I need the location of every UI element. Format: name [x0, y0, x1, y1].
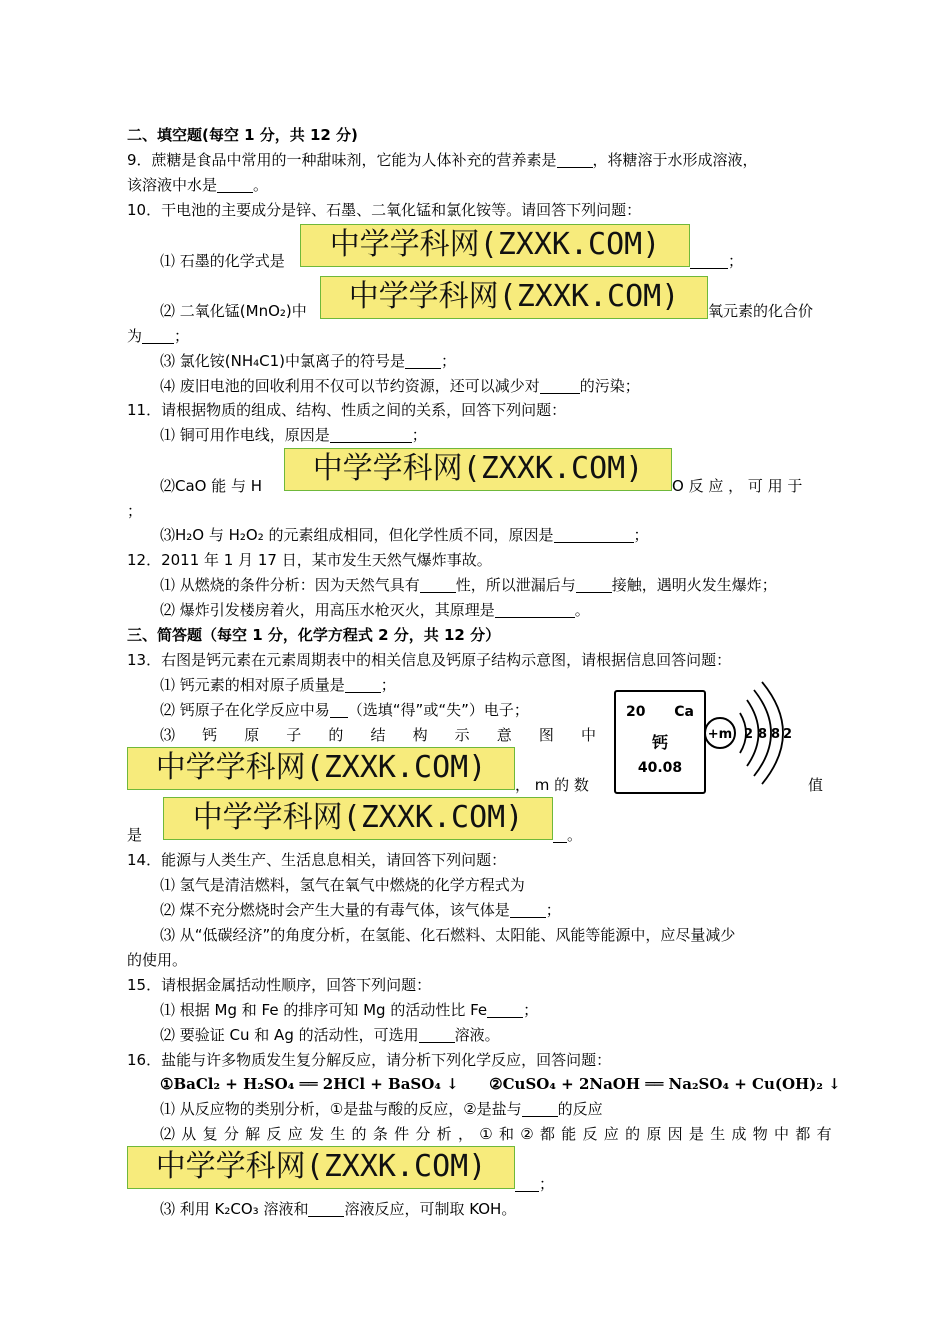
q9-text-c: 该溶液中水是: [127, 176, 218, 194]
shell-electrons-3: 8: [771, 727, 781, 742]
q15-blank-2: [419, 1026, 455, 1043]
q16-p2-char: 分: [415, 1125, 431, 1143]
q10-p1-text: ⑴ 石墨的化学式是: [160, 252, 285, 270]
q13-part1: [160, 674, 396, 696]
q13-p3-c6: 示: [454, 726, 470, 744]
q12-p2-text: ⑵ 爆炸引发楼房着火，用高压水枪灭火，其原理是: [160, 601, 495, 619]
q16-equations: [160, 1073, 841, 1095]
q16-p3-text: ⑶ 利用 K₂CO₃ 溶液和: [160, 1200, 309, 1218]
q11-part2-end: O 反 应 ， 可 用 于: [672, 477, 803, 495]
q15-p1-end: ；: [523, 1001, 539, 1019]
q16-p2-char: 条: [372, 1125, 388, 1143]
q16-p2-end-text: ；: [539, 1175, 555, 1193]
q15-p1-text: ⑴ 根据 Mg 和 Fe 的排序可知 Mg 的活动性比 Fe: [160, 1001, 488, 1019]
q10-p3-end: ；: [441, 352, 457, 370]
q10-p1-end-text: ；: [728, 252, 744, 270]
q12-p1-mid: 性，所以泄漏后与: [455, 576, 576, 594]
q10-p4-text: ⑷ 废旧电池的回收利用不仅可以节约资源，还可以减少对: [160, 377, 540, 395]
q13-p1-end: ；: [380, 676, 396, 694]
q9-text-a: 9．蔗糖是食品中常用的一种甜味剂，它能为人体补充的营养素是: [127, 151, 557, 169]
q15-blank-1: [487, 1001, 523, 1018]
q13-part3-value: 值: [808, 776, 824, 794]
q14-blank-1: [510, 901, 546, 918]
q16-p2-char: 的: [351, 1125, 367, 1143]
q16-p2-char: 因: [667, 1125, 683, 1143]
q9-text-b: ，将糖溶于水形成溶液，: [592, 151, 758, 169]
q10-p3-text: ⑶ 氯化铵(NH₄C1)中氯离子的符号是: [160, 352, 406, 370]
shell-electrons-4: 2: [783, 727, 793, 742]
q16-p2-char: ①: [479, 1125, 493, 1143]
q16-p2-char: 成: [731, 1125, 747, 1143]
q11-p1-text: ⑴ 铜可用作电线，原因是: [160, 426, 330, 444]
q13-part3-mid: ， m 的 数: [515, 776, 589, 794]
q10-part3: [160, 350, 456, 372]
q11-blank-1: [330, 426, 412, 443]
q10-part2: [160, 300, 307, 322]
q13-stem: 13．右图是钙元素在元素周期表中的相关信息及钙原子结构示意图，请根据信息回答问题：: [127, 651, 732, 669]
atomic-number: 20: [626, 704, 646, 720]
q13-p3-c3: 的: [328, 726, 344, 744]
q10-p4-end: 的污染；: [579, 377, 640, 395]
q12-part1: [160, 574, 777, 596]
q12-part2: [160, 599, 590, 621]
q11-part2-cont: ；: [127, 502, 143, 520]
q14-part2: [160, 899, 561, 921]
q13-p2-end: （选填“得”或“失”）电子；: [347, 701, 529, 719]
q14-part1: ⑴ 氢气是清洁燃料，氢气在氧气中燃烧的化学方程式为: [160, 876, 525, 894]
q11-p3-end: ；: [633, 526, 649, 544]
q13-p3-c0: 钙: [202, 726, 218, 744]
q12-p1-text: ⑴ 从燃烧的条件分析：因为天然气具有: [160, 576, 420, 594]
q10-blank-2: [142, 327, 174, 344]
q15-p2-text: ⑵ 要验证 Cu 和 Ag 的活动性，可选用: [160, 1026, 419, 1044]
q12-p2-end: 。: [574, 601, 590, 619]
q11-part2: ⑵CaO 能 与 H: [160, 477, 263, 495]
watermark-5: 中学学科网(ZXXK.COM): [163, 797, 553, 840]
q13-p3-c4: 结: [370, 726, 386, 744]
q13-part3-shi: 是: [127, 826, 143, 844]
shell-electrons-2: 8: [758, 727, 768, 742]
q13-p3-end-text: 。: [567, 826, 583, 844]
q13-p3-c2: 子: [286, 726, 302, 744]
q9-blank-1: [557, 151, 593, 168]
q10-part2-cont: [127, 325, 189, 347]
q14-part3: ⑶ 从“低碳经济”的角度分析，在氢能、化石燃料、太阳能、风能等能源中，应尽量减少: [160, 926, 736, 944]
q16-p2-char: 能: [561, 1125, 577, 1143]
q16-blank-1: [522, 1100, 558, 1117]
q11-part3: [160, 524, 649, 546]
atom-structure-diagram: [700, 680, 830, 790]
q9-line2: [127, 174, 268, 196]
q16-p1-end: 的反应: [557, 1100, 603, 1118]
q11-stem: 11．请根据物质的组成、结构、性质之间的关系，回答下列问题：: [127, 401, 567, 419]
q13-blank-2: [330, 701, 348, 718]
q16-blank-2: [515, 1175, 539, 1192]
q10-part2-end: 氧元素的化合价: [708, 302, 814, 320]
q16-p2-char: 分: [223, 1125, 239, 1143]
q16-p2-char: 从: [181, 1125, 197, 1143]
q11-p1-end: ；: [411, 426, 427, 444]
watermark-2: 中学学科网(ZXXK.COM): [320, 276, 708, 319]
q16-p2-char: 复: [202, 1125, 218, 1143]
q16-p2-char: 的: [625, 1125, 641, 1143]
q16-p2-char: 是: [688, 1125, 704, 1143]
q12-blank-1: [420, 576, 456, 593]
q16-equation-2: ②CuSO₄ + 2NaOH ══ Na₂SO₄ + Cu(OH)₂ ↓: [489, 1075, 841, 1093]
q16-p2-char: 反: [582, 1125, 598, 1143]
q10-p2-cont-end: ；: [174, 327, 190, 345]
element-name: 钙: [651, 733, 668, 752]
q15-stem: 15．请根据金属括动性顺序，回答下列问题：: [127, 976, 432, 994]
q13-blank-3: [553, 826, 567, 843]
watermark-1: 中学学科网(ZXXK.COM): [300, 224, 690, 267]
q16-p2-char: 析: [436, 1125, 452, 1143]
q13-p3-c8: 图: [538, 726, 554, 744]
q16-p2-char: 生: [710, 1125, 726, 1143]
q11-blank-2: [554, 526, 634, 543]
watermark-3: 中学学科网(ZXXK.COM): [284, 448, 672, 491]
q16-p2-char: 应: [603, 1125, 619, 1143]
watermark-6: 中学学科网(ZXXK.COM): [127, 1146, 515, 1189]
q13-p2-text: ⑵ 钙原子在化学反应中易: [160, 701, 330, 719]
element-symbol: Ca: [674, 704, 694, 720]
q10-blank-1: [690, 252, 728, 269]
q14-part3-cont: 的使用。: [127, 951, 188, 969]
section2-title: 二、填空题(每空 1 分，共 12 分): [127, 126, 358, 144]
atomic-mass: 40.08: [637, 760, 683, 776]
q13-part3-line1: [160, 724, 596, 746]
q10-part1: [160, 250, 285, 272]
q14-p2-end: ；: [545, 901, 561, 919]
q16-p2-char: 件: [394, 1125, 410, 1143]
q10-p2-cont-text: 为: [127, 327, 143, 345]
q16-p2-char: 生: [330, 1125, 346, 1143]
q16-stem: 16．盐能与许多物质发生复分解反应，请分析下列化学反应，回答问题：: [127, 1051, 612, 1069]
q10-part4: [160, 375, 640, 397]
q13-p3-num: ⑶: [160, 726, 176, 744]
q16-part2-end: [515, 1173, 554, 1195]
q16-p3-end: 溶液反应，可制取 KOH。: [344, 1200, 517, 1218]
q16-p2-char: 都: [795, 1125, 811, 1143]
q16-part2-line1: [160, 1123, 832, 1145]
q16-p2-char: 中: [774, 1125, 790, 1143]
nucleus-label: +m: [707, 727, 733, 742]
q16-equation-1: ①BaCl₂ + H₂SO₄ ══ 2HCl + BaSO₄ ↓: [160, 1075, 459, 1093]
watermark-4: 中学学科网(ZXXK.COM): [127, 747, 515, 790]
q16-p2-char: 和: [498, 1125, 514, 1143]
q16-p2-char: 有: [816, 1125, 832, 1143]
q10-stem: 10．干电池的主要成分是锌、石墨、二氧化锰和氯化铵等。请回答下列问题：: [127, 201, 642, 219]
q15-part2: [160, 1024, 500, 1046]
q16-part1: [160, 1098, 603, 1120]
q16-p2-char: 原: [646, 1125, 662, 1143]
q13-part3-end: [553, 824, 582, 846]
q16-p2-char: ②: [520, 1125, 534, 1143]
q16-p2-char: 都: [539, 1125, 555, 1143]
q10-p2-text: ⑵ 二氧化锰(MnO₂)中: [160, 302, 307, 320]
q16-p2-char: 反: [266, 1125, 282, 1143]
q13-p3-c9: 中: [580, 726, 596, 744]
q12-blank-3: [495, 601, 575, 618]
q15-p2-end: 溶液。: [454, 1026, 500, 1044]
q9-text-d: 。: [253, 176, 269, 194]
q9-line1: [127, 149, 758, 171]
q16-p2-char: 应: [287, 1125, 303, 1143]
periodic-cell-calcium: [614, 690, 706, 794]
q13-p3-c7: 意: [496, 726, 512, 744]
q14-p2-text: ⑵ 煤不充分燃烧时会产生大量的有毒气体，该气体是: [160, 901, 510, 919]
q12-blank-2: [576, 576, 612, 593]
q14-stem: 14．能源与人类生产、生活息息相关，请回答下列问题：: [127, 851, 507, 869]
q13-part2: [160, 699, 529, 721]
q11-p3-text: ⑶H₂O 与 H₂O₂ 的元素组成相同，但化学性质不同，原因是: [160, 526, 554, 544]
q12-stem: 12．2011 年 1 月 17 日，某市发生天然气爆炸事故。: [127, 551, 492, 569]
q16-p2-char: ，: [457, 1125, 473, 1143]
q10-blank-3: [405, 352, 441, 369]
q16-p2-char: 物: [752, 1125, 768, 1143]
q10-blank-4: [540, 377, 580, 394]
section3-title: 三、简答题（每空 1 分，化学方程式 2 分，共 12 分）: [127, 626, 501, 644]
q12-p1-end: 接触，遇明火发生爆炸；: [611, 576, 777, 594]
q16-p1-text: ⑴ 从反应物的类别分析，①是盐与酸的反应，②是盐与: [160, 1100, 522, 1118]
q15-part1: [160, 999, 538, 1021]
q16-part3: [160, 1198, 516, 1220]
q10-part1-end: [690, 250, 743, 272]
q16-p2-char: 解: [245, 1125, 261, 1143]
shell-electrons-1: 2: [744, 727, 754, 742]
q9-blank-2: [217, 176, 253, 193]
q13-p3-c5: 构: [412, 726, 428, 744]
q13-p3-c1: 原: [244, 726, 260, 744]
q13-blank-1: [345, 676, 381, 693]
q16-p2-char: 发: [308, 1125, 324, 1143]
q13-p1-text: ⑴ 钙元素的相对原子质量是: [160, 676, 345, 694]
q16-blank-3: [308, 1200, 344, 1217]
q16-p2-char: ⑵: [160, 1125, 176, 1143]
q11-part1: [160, 424, 427, 446]
